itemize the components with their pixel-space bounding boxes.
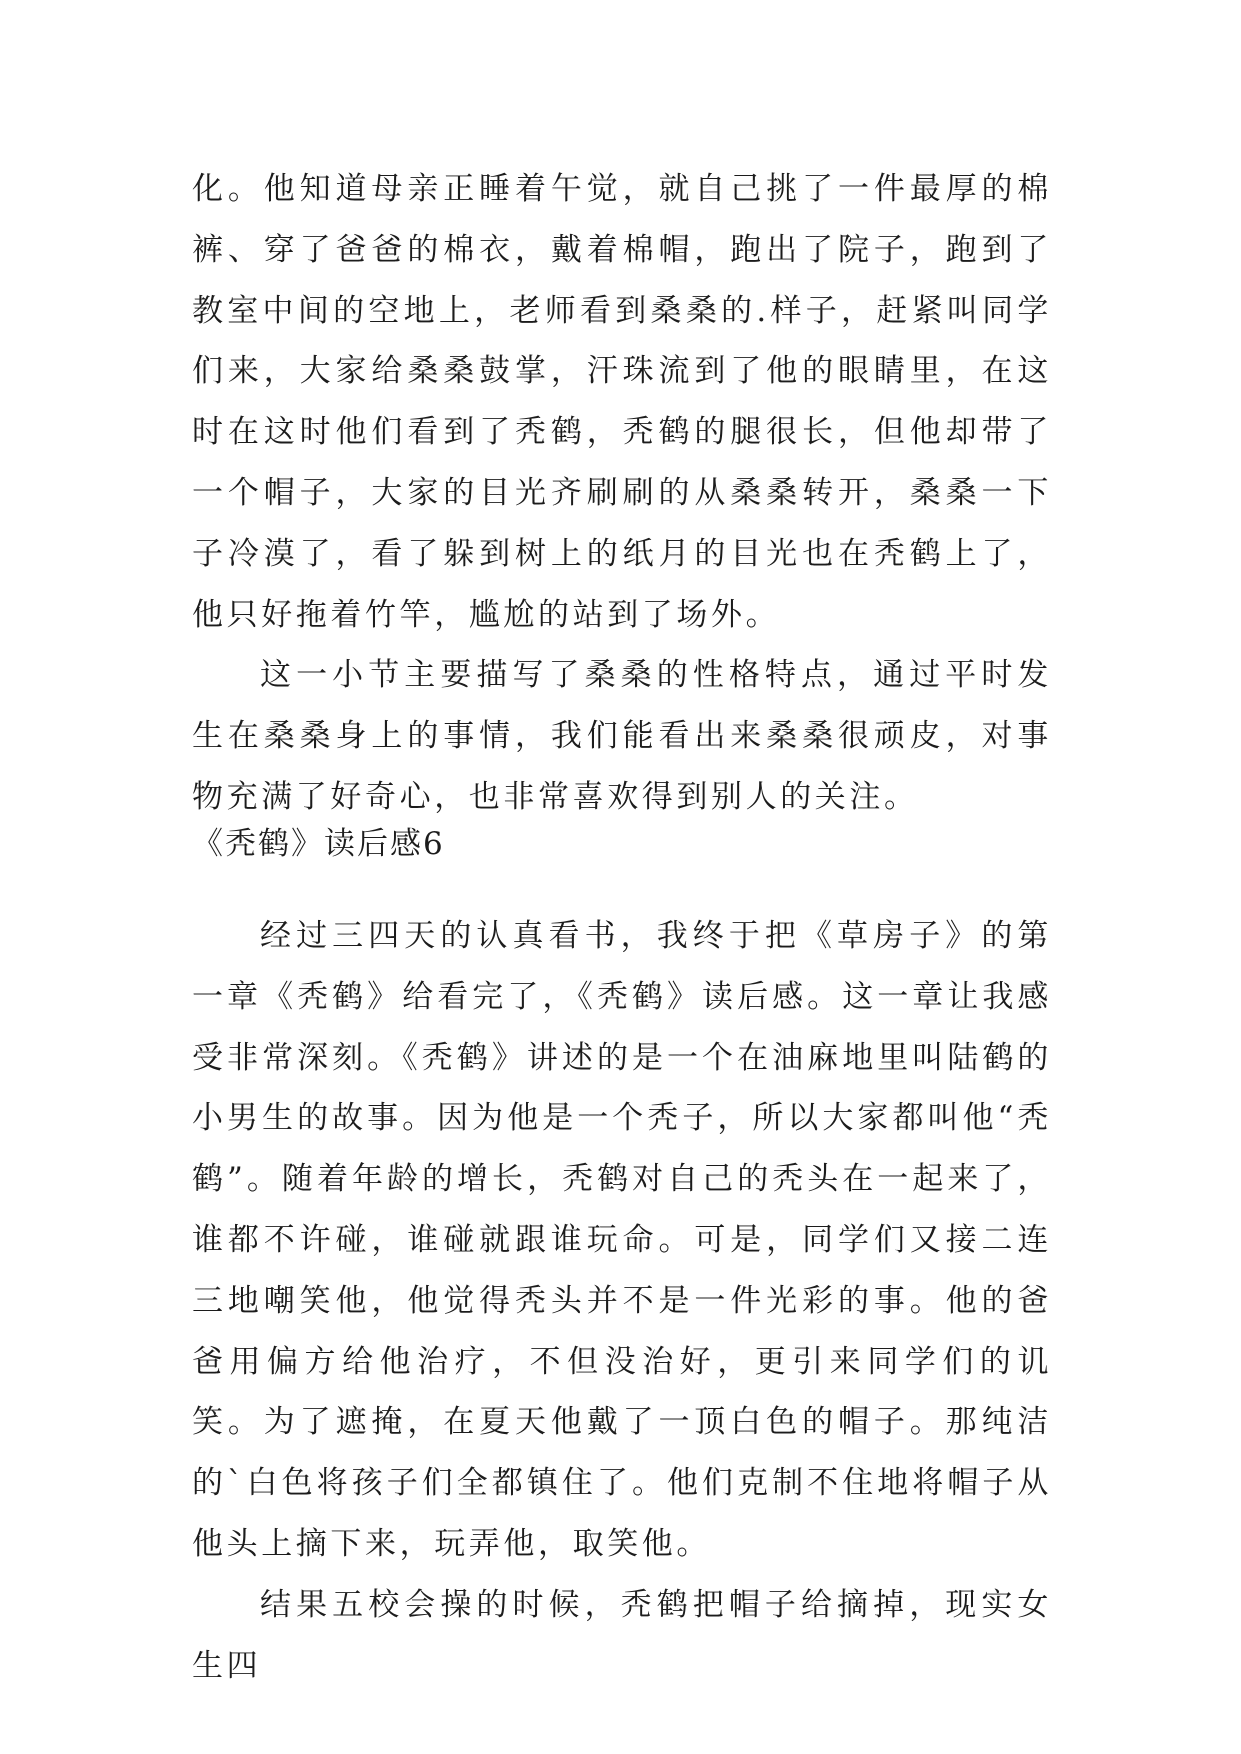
section-one-text bbox=[192, 159, 1052, 828]
section-heading: 《秃鹤》读后感6 bbox=[192, 826, 445, 862]
section-two-text bbox=[192, 906, 1052, 1696]
continued-paragraph: 化。他知道母亲正睡着午觉，就自己挑了一件最厚的棉裤、穿了爸爸的棉衣，戴着棉帽，跑出了院子，跑到了教室中间的空地上，老师看到桑桑的.样子，赶紧叫同学们来，大家给桑桑鼓掌，汗珠流到了他的眼睛里，在这时在这时他们看到了秃鹤，秃鹤的腿很长，但他却带了一个帽子，大家的目光齐刷刷的从桑桑转开，桑桑一下子冷漠了，看了躲到树上的纸月的目光也在秃鹤上了，他只好拖着竹竿，尴尬的站到了场外。 bbox=[192, 171, 1052, 633]
body-paragraph-continued: 结果五校会操的时候，秃鹤把帽子给摘掉，现实女生四 bbox=[192, 1586, 1052, 1684]
summary-paragraph: 这一小节主要描写了桑桑的性格特点，通过平时发生在桑桑身上的事情，我们能看出来桑桑很顽皮，对事物充满了好奇心，也非常喜欢得到别人的关注。 bbox=[192, 657, 1052, 815]
body-paragraph: 经过三四天的认真看书，我终于把《草房子》的第一章《秃鹤》给看完了，《秃鹤》读后感。这一章让我感受非常深刻。《秃鹤》讲述的是一个在油麻地里叫陆鹤的小男生的故事。因为他是一个秃子，所以大家都叫他“秃鹤”。随着年龄的增长，秃鹤对自己的秃头在一起来了，谁都不许碰，谁碰就跟谁玩命。可是，同学们又接二连三地嘲笑他，他觉得秃头并不是一件光彩的事。他的爸爸用偏方给他治疗，不但没治好，更引来同学们的讥笑。为了遮掩，在夏天他戴了一顶白色的帽子。那纯洁的`白色将孩子们全都镇住了。他们克制不住地将帽子从他头上摘下来，玩弄他，取笑他。 bbox=[192, 918, 1052, 1562]
